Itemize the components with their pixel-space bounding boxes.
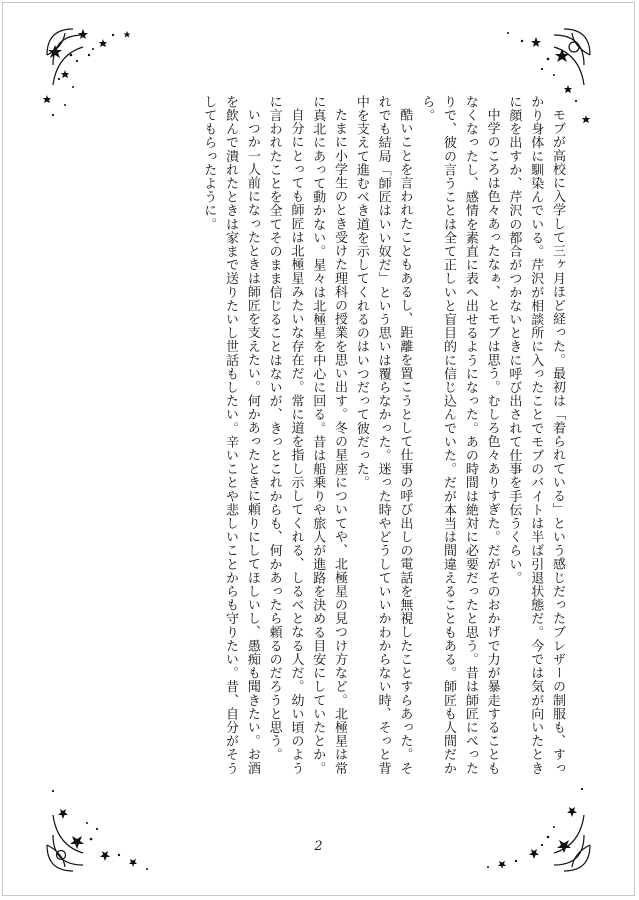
corner-ornament-bottom-left <box>43 745 173 875</box>
paragraph: 中学のころは色々あったなぁ、とモブは思う。むしろ色々ありすぎた。だがそのおかげで力が暴走することもなくなったし、感情を素直に表へ出せるようになった。あの時間は絶対に必要だったと思う。昔は師匠にべったりで、彼の言うことは全て正しいと盲目的に信じ込んでいた。だが本当は間違えることもある。師匠も人間だから。 <box>419 95 500 775</box>
paragraph: モブが高校に入学して三ヶ月ほど経った。最初は「着られている」という感じだったブレザーの制服も、すっかり身体に馴染んでいる。芹沢が相談所に入ったことでモブのバイトは半ば引退状態だ。今では気が向いたときに顔を出すか、芹沢の都合がつかないときに呼び出されて仕事を手伝うくらい。 <box>506 95 565 775</box>
paragraph: いつか一人前になったときは師匠を支えたい。何かあったときに頼りにしてほしいし、愚痴も聞きたい。お酒を飲んで潰れたときは家まで送りたいし世話もしたい。辛いことや悲しいことからも守りたい。昔、自分がそうしてもらったように。 <box>201 95 260 775</box>
star-flourish-icon <box>43 745 173 875</box>
paragraph: 自分にとっても師匠は北極星みたいな存在だ。常に道を指し示してくれる、しるべとなる人だ。幼い頃のように言われたことを全てそのまま信じることはないが、きっとこれからも、何かあったら頼るのだろうと思う。 <box>266 95 304 775</box>
corner-ornament-top-left <box>43 25 173 155</box>
book-page <box>2 2 635 896</box>
paragraph: 酷いことを言われたこともあるし、距離を置こうとして仕事の呼び出しの電話を無視したことすらあった。それでも結局「師匠はいい奴だ」という思いは覆らなかった。迷った時やどうしていいかわからない時、そっと背中を支えて進むべき道を示してくれるのはいつだって彼だった。 <box>353 95 413 775</box>
paragraph: たまに小学生のとき受けた理科の授業を思い出す。冬の星座についてや、北極星の見つけ方など。北極星は常に真北にあって動かない。星々は北極星を中心に回る。昔は船乗りや旅人が進路を決める目安にしていたとか。 <box>310 95 348 775</box>
star-flourish-icon <box>43 25 173 155</box>
vertical-text-body <box>197 95 568 775</box>
page-number: 2 <box>314 839 323 854</box>
